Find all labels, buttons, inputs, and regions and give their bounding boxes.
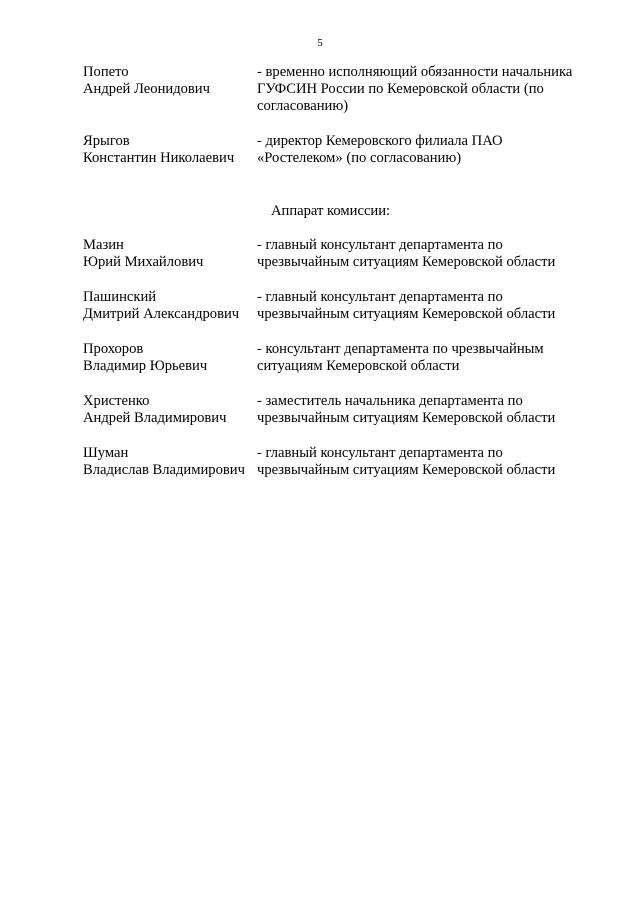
member-role (257, 445, 603, 479)
role-line: чрезвычайным ситуациям Кемеровской области (257, 254, 556, 270)
apparatus-heading: Аппарат комиссии: (271, 203, 391, 219)
member-given-names: Юрий Михайлович (83, 254, 204, 270)
role-line: - главный консультант департамента по (257, 445, 503, 461)
member-entry (83, 133, 603, 167)
role-line: чрезвычайным ситуациям Кемеровской области (257, 306, 556, 322)
member-role (257, 64, 603, 115)
member-surname: Мазин (83, 237, 124, 253)
role-line: - главный консультант департамента по (257, 237, 503, 253)
member-surname: Прохоров (83, 341, 144, 357)
member-surname: Ярыгов (83, 133, 130, 149)
role-line: согласованию) (257, 98, 349, 114)
member-surname: Пашинский (83, 289, 157, 305)
member-role (257, 289, 603, 323)
role-line: - директор Кемеровского филиала ПАО (257, 133, 503, 149)
member-name (83, 289, 257, 323)
member-surname: Христенко (83, 393, 150, 409)
role-line: - главный консультант департамента по (257, 289, 503, 305)
member-role (257, 237, 603, 271)
member-given-names: Дмитрий Александрович (83, 306, 240, 322)
apparatus-member-entry (83, 289, 603, 323)
apparatus-member-entry (83, 445, 603, 479)
role-line: - временно исполняющий обязанности начальника (257, 64, 573, 80)
member-given-names: Андрей Леонидович (83, 81, 210, 97)
page-number: 5 (317, 37, 323, 49)
role-line: ситуациям Кемеровской области (257, 358, 460, 374)
role-line: чрезвычайным ситуациям Кемеровской области (257, 410, 556, 426)
member-surname: Шуман (83, 445, 129, 461)
member-given-names: Владислав Владимирович (83, 462, 245, 478)
role-line: чрезвычайным ситуациям Кемеровской области (257, 462, 556, 478)
member-name (83, 445, 257, 479)
member-given-names: Андрей Владимирович (83, 410, 227, 426)
apparatus-member-entry (83, 341, 603, 375)
member-role (257, 393, 603, 427)
role-line: ГУФСИН России по Кемеровской области (по (257, 81, 544, 97)
member-name (83, 133, 257, 167)
member-name (83, 393, 257, 427)
member-role (257, 341, 603, 375)
member-entry (83, 64, 603, 115)
apparatus-member-entry (83, 237, 603, 271)
role-line: «Ростелеком» (по согласованию) (257, 150, 462, 166)
member-given-names: Владимир Юрьевич (83, 358, 208, 374)
member-surname: Попето (83, 64, 129, 80)
role-line: - заместитель начальника департамента по (257, 393, 523, 409)
member-role (257, 133, 603, 167)
member-given-names: Константин Николаевич (83, 150, 235, 166)
apparatus-member-entry (83, 393, 603, 427)
role-line: - консультант департамента по чрезвычайным (257, 341, 544, 357)
member-name (83, 237, 257, 271)
member-name (83, 64, 257, 115)
member-name (83, 341, 257, 375)
